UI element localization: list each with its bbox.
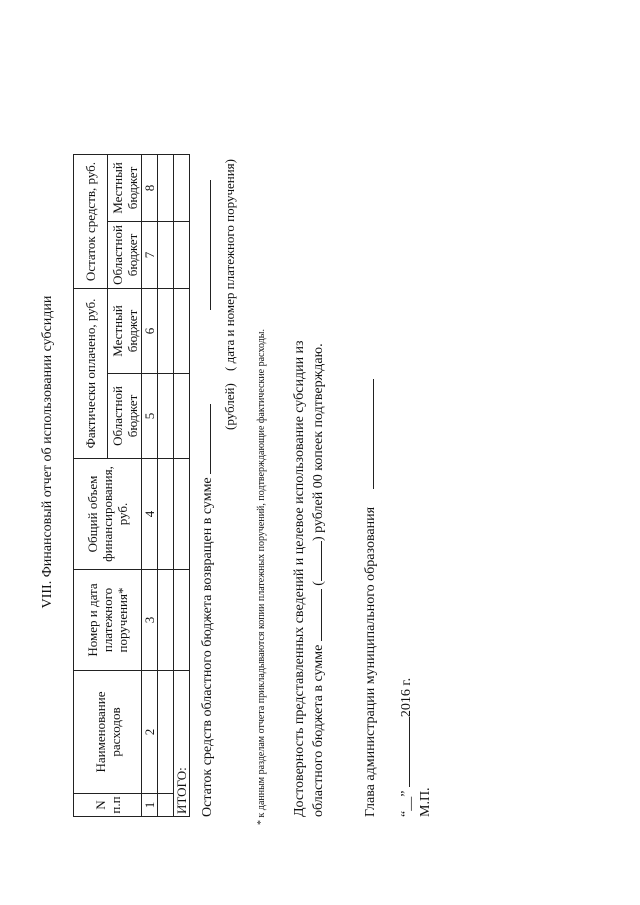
head-of-administration-label: Глава администрации муниципального образования (363, 506, 378, 817)
table-cell (158, 155, 174, 222)
header-paid-regional: Областной бюджет (108, 374, 142, 459)
table-cell (174, 459, 190, 570)
header-total-financing: Общий объем финансирования, руб. (74, 459, 142, 570)
table-cell (174, 222, 190, 289)
confirmation-amount-label: областного бюджета в сумме (311, 644, 326, 817)
table-cell (158, 671, 174, 794)
date-year: 2016 г. (399, 677, 414, 718)
report-title: VIII. Финансовый отчет об использовании субсидии (40, 295, 55, 609)
table-cell (174, 289, 190, 374)
footnote: * к данным разделам отчета прикладываются копии платежных поручений, подтверждающие фактические расходы. (256, 329, 267, 825)
table-cell (158, 374, 174, 459)
confirmation-words-blank (321, 541, 322, 581)
table-row-empty (158, 155, 174, 817)
stamp-placeholder: М.П. (418, 787, 433, 817)
financial-report-table (73, 154, 190, 817)
column-number: 2 (142, 671, 158, 794)
table-cell (158, 459, 174, 570)
column-number: 4 (142, 459, 158, 570)
returned-amount-blank (210, 404, 211, 474)
confirmation-amount-blank (321, 589, 322, 641)
head-signature-blank (373, 379, 374, 489)
confirmation-line-2 (311, 343, 327, 817)
date-month-blank (409, 717, 410, 787)
order-caption: ( дата и номер платежного поручения) (222, 159, 237, 371)
returned-balance-line (200, 180, 216, 817)
table-cell (174, 374, 190, 459)
table-row-numbers (142, 155, 158, 817)
header-payment-order: Номер и дата платежного поручения* (74, 570, 142, 671)
table-cell (158, 570, 174, 671)
table-cell (174, 570, 190, 671)
head-of-administration-line (363, 379, 379, 817)
column-number: 3 (142, 570, 158, 671)
returned-balance-text: Остаток средств областного бюджета возвращен в сумме (200, 477, 215, 817)
rub-caption: (рублей) (222, 383, 237, 430)
returned-order-blank (210, 180, 211, 310)
header-expense-name: Наименование расходов (74, 671, 142, 794)
table-row-total (174, 155, 190, 817)
confirmation-end-text: ) рублей 00 копеек подтверждаю. (311, 343, 326, 542)
column-number: 1 (142, 794, 158, 817)
table-cell (158, 289, 174, 374)
header-actually-paid: Фактически оплачено, руб. (74, 289, 108, 459)
header-balance-local: Местный бюджет (108, 155, 142, 222)
table-cell (174, 155, 190, 222)
table-cell (158, 222, 174, 289)
header-balance-regional: Областной бюджет (108, 222, 142, 289)
header-n: N п.п (74, 794, 142, 817)
rotated-report-page (40, 57, 600, 847)
column-number: 7 (142, 222, 158, 289)
confirmation-line-1: Достоверность представленных сведений и целевое использование субсидии из (292, 340, 307, 817)
column-number: 5 (142, 374, 158, 459)
confirmation-paren-open: ( (311, 581, 326, 586)
date-line (399, 678, 415, 817)
date-day-quotes: “__” (399, 790, 414, 817)
header-balance: Остаток средств, руб. (74, 155, 108, 289)
column-number: 6 (142, 289, 158, 374)
column-number: 8 (142, 155, 158, 222)
total-label: ИТОГО: (174, 671, 190, 817)
header-paid-local: Местный бюджет (108, 289, 142, 374)
table-cell (158, 794, 174, 817)
